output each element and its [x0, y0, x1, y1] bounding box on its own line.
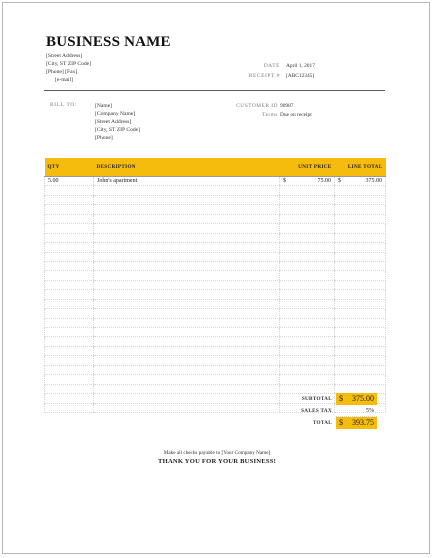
qty-cell[interactable]	[45, 365, 94, 374]
line-total-value: 375.00	[365, 178, 382, 185]
qty-cell[interactable]	[45, 233, 94, 242]
line-total-cell[interactable]	[335, 186, 386, 195]
qty-cell[interactable]	[45, 384, 94, 393]
subtotal-value: 375.00	[352, 394, 374, 403]
sales-tax-value-cell[interactable]	[336, 405, 377, 417]
line-total-cell[interactable]	[335, 309, 386, 318]
table-row-empty	[45, 195, 386, 204]
line-total-cell[interactable]	[335, 337, 386, 346]
terms-label: Terms	[262, 112, 278, 118]
table-row-empty	[45, 224, 386, 233]
line-total-cell[interactable]	[335, 205, 386, 214]
qty-cell[interactable]	[45, 328, 94, 337]
unit-price-cell[interactable]	[280, 186, 335, 195]
table-row-empty	[45, 261, 386, 270]
customer-id-label: CUSTOMER ID	[236, 103, 278, 109]
table-row-empty	[45, 252, 386, 261]
customer-labels	[218, 102, 278, 120]
description-cell[interactable]	[94, 186, 280, 195]
description-cell[interactable]	[94, 328, 280, 337]
description-cell[interactable]: John's apartment	[94, 177, 280, 186]
invoice-meta-labels	[230, 61, 280, 81]
total-row	[280, 417, 377, 429]
company-city: [City, ST ZIP Code]	[46, 61, 92, 67]
payable-note: Make all checks payable to [Your Company Name]	[163, 450, 271, 456]
table-row-empty	[45, 299, 386, 308]
sales-tax-label: SALES TAX	[301, 408, 332, 414]
unit-price-cell[interactable]	[280, 233, 335, 242]
unit-price-cell[interactable]	[280, 328, 335, 337]
table-row-empty	[45, 375, 386, 384]
total-label: TOTAL	[312, 420, 332, 426]
line-total-cell[interactable]	[335, 261, 386, 270]
description-cell[interactable]	[94, 394, 280, 403]
line-total-cell[interactable]	[335, 280, 386, 289]
qty-cell[interactable]	[45, 280, 94, 289]
unit-price-cell[interactable]	[280, 261, 335, 270]
line-total-cell[interactable]	[335, 233, 386, 242]
bill-to-name[interactable]: [Name]	[95, 103, 113, 109]
unit-price-cell[interactable]	[280, 365, 335, 374]
table-row-empty	[45, 356, 386, 365]
qty-cell[interactable]	[45, 403, 94, 412]
totals-block	[280, 393, 377, 429]
line-items-table	[44, 158, 386, 413]
unit-price-cell[interactable]	[280, 195, 335, 204]
unit-price-cell[interactable]	[280, 252, 335, 261]
unit-price-cell[interactable]	[280, 375, 335, 384]
subtotal-row	[280, 393, 377, 405]
currency-symbol: $	[338, 178, 341, 185]
table-row-empty	[45, 205, 386, 214]
table-row	[45, 177, 386, 186]
table-row-empty	[45, 337, 386, 346]
subtotal-label: SUBTOTAL	[301, 396, 332, 402]
unit-price-cell[interactable]	[280, 243, 335, 252]
header-unit-price: UNIT PRICE	[280, 158, 335, 177]
description-cell[interactable]	[94, 280, 280, 289]
description-cell[interactable]	[94, 346, 280, 355]
table-row-empty	[45, 186, 386, 195]
table-row-empty	[45, 243, 386, 252]
qty-cell[interactable]	[45, 243, 94, 252]
unit-price-cell[interactable]	[280, 205, 335, 214]
bill-to-block	[95, 102, 140, 142]
customer-id-value[interactable]: 90987	[280, 103, 294, 109]
qty-cell[interactable]	[45, 318, 94, 327]
description-cell[interactable]	[94, 195, 280, 204]
qty-cell[interactable]	[45, 214, 94, 223]
table-row-empty	[45, 309, 386, 318]
customer-values	[280, 102, 312, 120]
qty-cell[interactable]	[45, 375, 94, 384]
line-total-cell[interactable]	[335, 299, 386, 308]
table-row-empty	[45, 318, 386, 327]
sales-tax-row	[280, 405, 377, 417]
description-cell[interactable]	[94, 384, 280, 393]
line-total-cell[interactable]	[335, 365, 386, 374]
invoice-meta-values	[286, 61, 315, 81]
description-cell[interactable]	[94, 337, 280, 346]
table-row-empty	[45, 214, 386, 223]
line-total-cell[interactable]	[335, 375, 386, 384]
company-street: [Street Address]	[46, 53, 83, 59]
qty-cell[interactable]	[45, 309, 94, 318]
qty-cell[interactable]	[45, 186, 94, 195]
description-cell[interactable]	[94, 403, 280, 412]
qty-cell[interactable]	[45, 337, 94, 346]
qty-cell[interactable]	[45, 346, 94, 355]
line-items-body	[45, 177, 386, 413]
unit-price-cell[interactable]	[280, 271, 335, 280]
header-qty: QTY	[45, 158, 94, 177]
qty-cell[interactable]	[45, 205, 94, 214]
bill-to-city[interactable]: [City, ST ZIP Code]	[95, 127, 141, 133]
subtotal-value-cell	[336, 393, 377, 405]
qty-cell[interactable]	[45, 394, 94, 403]
unit-price-cell[interactable]	[280, 337, 335, 346]
table-row-empty	[45, 328, 386, 337]
table-row-empty	[45, 280, 386, 289]
description-cell[interactable]	[94, 224, 280, 233]
unit-price-value: 75.00	[317, 178, 331, 185]
line-total-cell[interactable]	[335, 346, 386, 355]
bill-to-phone[interactable]: [Phone]	[95, 135, 113, 141]
qty-cell[interactable]	[45, 299, 94, 308]
qty-cell[interactable]	[45, 195, 94, 204]
line-total-cell[interactable]	[335, 195, 386, 204]
business-name: BUSINESS NAME	[46, 34, 171, 50]
table-row-empty	[45, 271, 386, 280]
company-email: [e-mail]	[55, 77, 74, 83]
currency-symbol: $	[339, 418, 343, 427]
description-cell[interactable]	[94, 365, 280, 374]
qty-cell[interactable]	[45, 261, 94, 270]
company-address	[46, 52, 91, 84]
total-value-cell	[336, 417, 377, 429]
unit-price-cell[interactable]	[280, 214, 335, 223]
receipt-value[interactable]: [ABC12345]	[286, 73, 315, 79]
unit-price-cell[interactable]	[280, 346, 335, 355]
qty-cell[interactable]	[45, 356, 94, 365]
unit-price-cell[interactable]	[280, 280, 335, 289]
line-total-cell[interactable]	[335, 356, 386, 365]
currency-symbol: $	[283, 178, 286, 185]
line-total-cell[interactable]	[335, 214, 386, 223]
unit-price-cell[interactable]	[280, 177, 335, 186]
header-line-total: LINE TOTAL	[335, 158, 386, 177]
description-cell[interactable]	[94, 214, 280, 223]
description-cell[interactable]	[94, 243, 280, 252]
total-value: 393.75	[352, 418, 374, 427]
description-cell[interactable]	[94, 252, 280, 261]
unit-price-cell[interactable]	[280, 356, 335, 365]
header-description: DESCRIPTION	[94, 158, 280, 177]
date-value[interactable]: April 1, 2017	[286, 63, 315, 69]
qty-cell[interactable]	[45, 224, 94, 233]
line-total-cell[interactable]	[335, 224, 386, 233]
line-total-cell[interactable]	[335, 243, 386, 252]
bill-to-street[interactable]: [Street Address]	[95, 119, 132, 125]
line-total-cell[interactable]	[335, 177, 386, 186]
description-cell[interactable]	[94, 375, 280, 384]
qty-cell[interactable]	[45, 290, 94, 299]
receipt-label: RECEIPT #	[248, 73, 280, 79]
qty-cell[interactable]	[45, 271, 94, 280]
description-cell[interactable]	[94, 309, 280, 318]
date-label: DATE	[263, 63, 280, 69]
table-header-row	[45, 158, 386, 177]
description-cell[interactable]	[94, 271, 280, 280]
description-cell[interactable]	[94, 299, 280, 308]
description-cell[interactable]	[94, 233, 280, 242]
header-divider	[44, 90, 385, 91]
qty-cell[interactable]: 5.00	[45, 177, 94, 186]
table-row-empty	[45, 365, 386, 374]
line-total-cell[interactable]	[335, 271, 386, 280]
bill-to-label: BILL TO:	[50, 102, 78, 108]
qty-cell[interactable]	[45, 252, 94, 261]
description-cell[interactable]	[94, 261, 280, 270]
line-total-cell[interactable]	[335, 252, 386, 261]
description-cell[interactable]	[94, 318, 280, 327]
unit-price-cell[interactable]	[280, 224, 335, 233]
company-phone-fax: [Phone] [Fax]	[46, 69, 78, 75]
unit-price-cell[interactable]	[280, 309, 335, 318]
unit-price-cell[interactable]	[280, 318, 335, 327]
line-total-cell[interactable]	[335, 290, 386, 299]
line-total-cell[interactable]	[335, 328, 386, 337]
table-row-empty	[45, 233, 386, 242]
thank-you-note: THANK YOU FOR YOUR BUSINESS!	[158, 458, 276, 465]
table-row-empty	[45, 290, 386, 299]
unit-price-cell[interactable]	[280, 299, 335, 308]
sales-tax-value: 5%	[366, 407, 374, 414]
description-cell[interactable]	[94, 290, 280, 299]
currency-symbol: $	[339, 394, 343, 403]
description-cell[interactable]	[94, 205, 280, 214]
unit-price-cell[interactable]	[280, 290, 335, 299]
terms-value[interactable]: Due on receipt	[280, 112, 312, 118]
description-cell[interactable]	[94, 356, 280, 365]
line-total-cell[interactable]	[335, 318, 386, 327]
table-row-empty	[45, 346, 386, 355]
bill-to-company[interactable]: [Company Name]	[95, 111, 136, 117]
